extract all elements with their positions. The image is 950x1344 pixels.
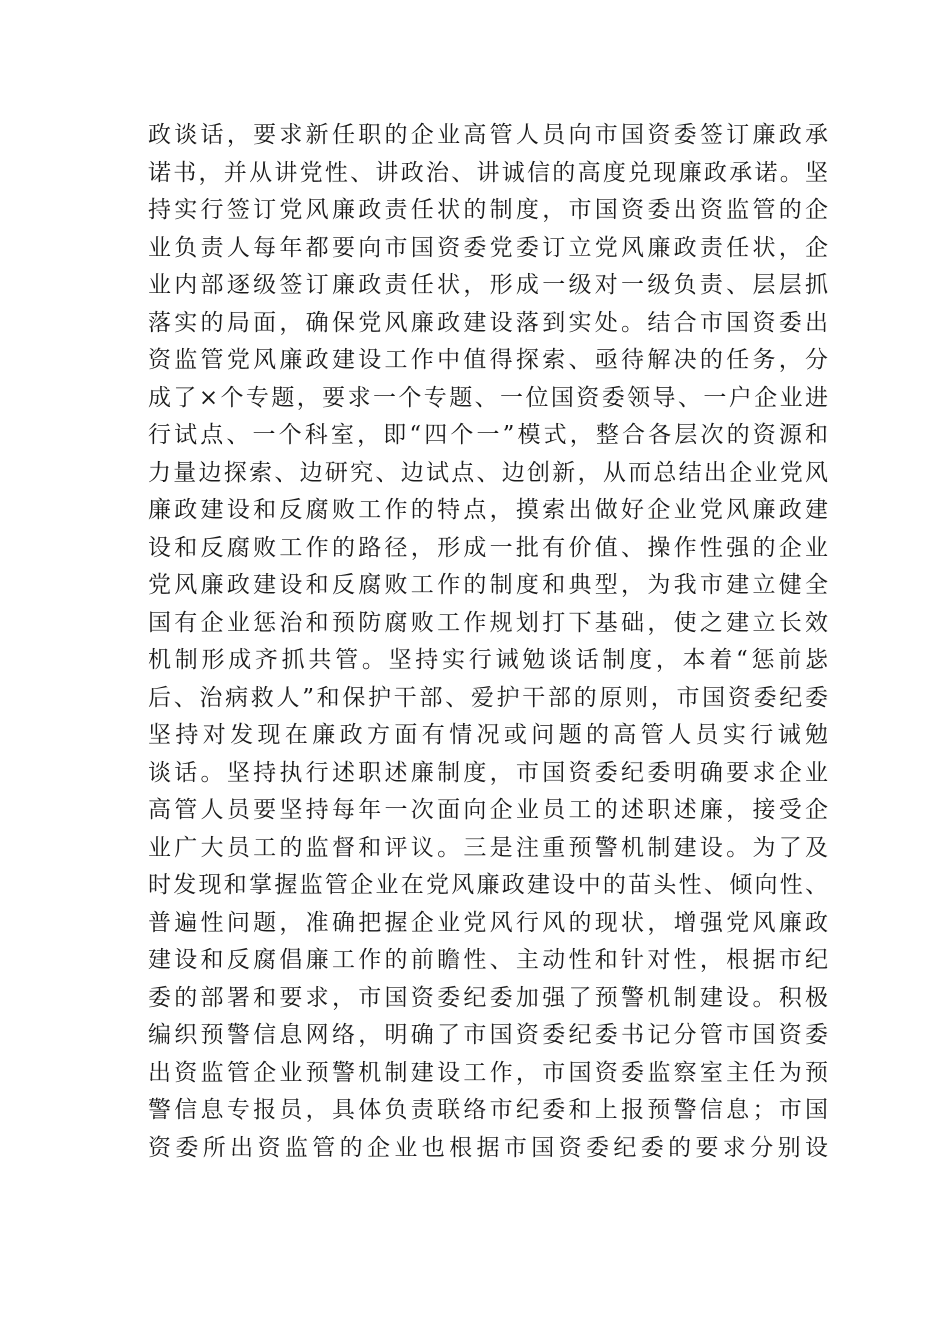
text-line: 业广大员工的监督和评议。三是注重预警机制建设。为了及	[148, 834, 828, 861]
text-line: 委的部署和要求，市国资委纪委加强了预警机制建设。积极	[148, 984, 828, 1011]
text-line: 设和反腐败工作的路径，形成一批有价值、操作性强的企业	[148, 534, 828, 561]
text-line: 后、治病救人”和保护干部、爱护干部的原则，市国资委纪委	[148, 684, 828, 711]
text-line: 诺书，并从讲党性、讲政治、讲诚信的高度兑现廉政承诺。坚	[148, 159, 828, 186]
text-line: 机制形成齐抓共管。坚持实行诫勉谈话制度，本着“惩前毖	[148, 647, 828, 673]
text-line: 廉政建设和反腐败工作的特点，摸索出做好企业党风廉政建	[148, 497, 828, 523]
text-line: 国有企业惩治和预防腐败工作规划打下基础，使之建立长效	[148, 609, 828, 636]
text-line: 警信息专报员，具体负责联络市纪委和上报预警信息；市国	[148, 1097, 828, 1123]
text-line: 资监管党风廉政建设工作中值得探索、亟待解决的任务，分	[148, 347, 828, 373]
body-paragraph	[148, 117, 828, 1167]
text-line: 政谈话，要求新任职的企业高管人员向市国资委签订廉政承	[148, 122, 828, 148]
text-line: 业内部逐级签订廉政责任状，形成一级对一级负责、层层抓	[148, 272, 828, 298]
text-line: 行试点、一个科室，即“四个一”模式，整合各层次的资源和	[148, 422, 828, 448]
text-line: 落实的局面，确保党风廉政建设落到实处。结合市国资委出	[148, 309, 828, 336]
text-line: 出资监管企业预警机制建设工作，市国资委监察室主任为预	[148, 1059, 828, 1086]
text-line: 持实行签订党风廉政责任状的制度，市国资委出资监管的企	[148, 197, 828, 223]
text-line: 编织预警信息网络，明确了市国资委纪委书记分管市国资委	[148, 1022, 828, 1048]
text-line: 建设和反腐倡廉工作的前瞻性、主动性和针对性，根据市纪	[148, 947, 828, 973]
text-line: 谈话。坚持执行述职述廉制度，市国资委纪委明确要求企业	[148, 759, 828, 786]
text-line: 力量边探索、边研究、边试点、边创新，从而总结出企业党风	[148, 459, 828, 486]
text-line: 成了×个专题，要求一个专题、一位国资委领导、一户企业进	[148, 384, 828, 411]
text-line: 时发现和掌握监管企业在党风廉政建设中的苗头性、倾向性、	[148, 872, 828, 898]
text-line: 业负责人每年都要向市国资委党委订立党风廉政责任状，企	[148, 234, 828, 261]
text-line: 坚持对发现在廉政方面有情况或问题的高管人员实行诫勉	[148, 722, 828, 748]
text-line: 普遍性问题，准确把握企业党风行风的现状，增强党风廉政	[148, 909, 828, 936]
text-line: 党风廉政建设和反腐败工作的制度和典型，为我市建立健全	[148, 572, 828, 598]
text-line: 资委所出资监管的企业也根据市国资委纪委的要求分别设	[148, 1134, 828, 1161]
text-line: 高管人员要坚持每年一次面向企业员工的述职述廉，接受企	[148, 797, 828, 823]
